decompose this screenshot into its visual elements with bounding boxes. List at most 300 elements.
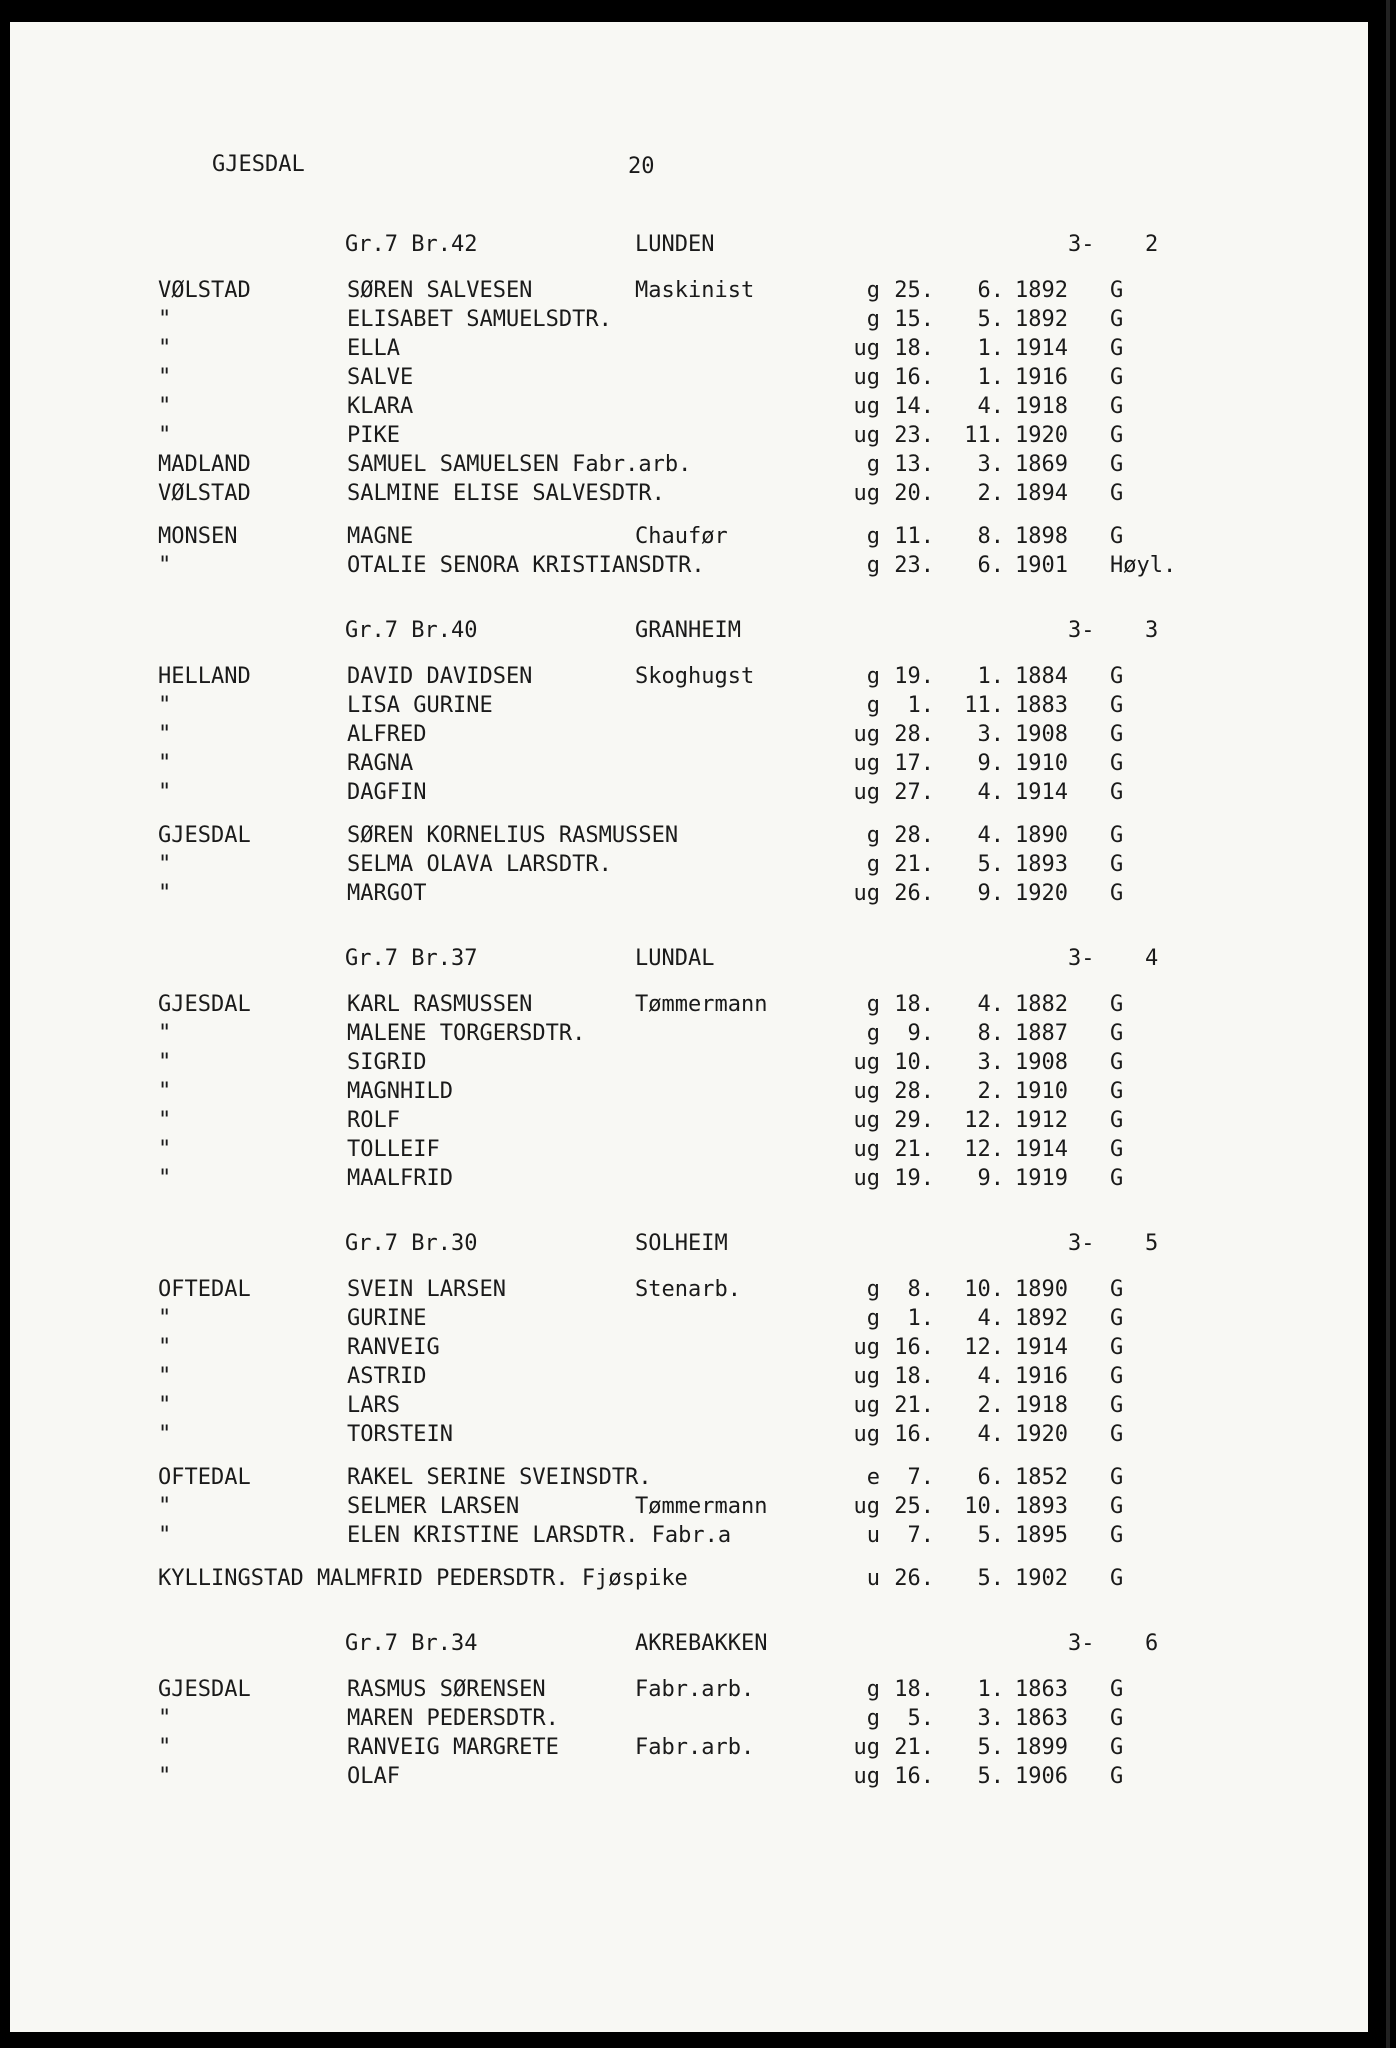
birth-year: 1887 (1015, 1021, 1068, 1046)
occupation: Tømmermann (635, 1494, 768, 1519)
residence-place: " (158, 553, 172, 578)
marital-status: g (866, 693, 880, 718)
birth-day: 20. (894, 481, 934, 506)
birth-month: 12. (964, 1335, 1004, 1360)
household (10, 524, 1368, 582)
marital-status: g (866, 278, 880, 303)
residence-place: " (158, 1494, 172, 1519)
birthplace-code: G (1110, 693, 1124, 718)
birth-month: 1. (977, 365, 1004, 390)
birth-month: 9. (977, 881, 1004, 906)
birth-month: 1. (977, 336, 1004, 361)
birth-year: 1916 (1015, 1364, 1068, 1389)
person-row (10, 1108, 1368, 1137)
residence-place: " (158, 1364, 172, 1389)
birthplace-code: G (1110, 1706, 1124, 1731)
birth-month: 9. (977, 1166, 1004, 1191)
person-row (10, 823, 1368, 852)
birth-day: 9. (907, 1021, 934, 1046)
paper-sheet (10, 22, 1368, 2032)
birth-month: 5. (977, 1566, 1004, 1591)
birth-day: 18. (894, 992, 934, 1017)
birth-month: 6. (977, 1465, 1004, 1490)
household-code: 3- (1068, 618, 1095, 643)
birth-month: 4. (977, 823, 1004, 848)
residence-place: GJESDAL (158, 992, 251, 1017)
person-row (10, 722, 1368, 751)
birthplace-code: G (1110, 1166, 1124, 1191)
person-row (10, 336, 1368, 365)
birth-day: 17. (894, 751, 934, 776)
section-spacer (10, 1793, 1368, 1809)
household-number: 5 (1145, 1231, 1159, 1256)
birth-day: 7. (907, 1523, 934, 1548)
birthplace-code: G (1110, 365, 1124, 390)
marital-status: g (866, 1277, 880, 1302)
person-row (10, 1021, 1368, 1050)
residence-place: " (158, 1137, 172, 1162)
person-name: OTALIE SENORA KRISTIANSDTR. (347, 553, 705, 578)
person-row (10, 452, 1368, 481)
residence-place: OFTEDAL (158, 1277, 251, 1302)
birth-day: 16. (894, 1335, 934, 1360)
person-row (10, 553, 1368, 582)
birthplace-code: G (1110, 1465, 1124, 1490)
residence-place: " (158, 394, 172, 419)
person-row (10, 365, 1368, 394)
residence-place: KYLLINGSTAD MALMFRID PEDERSDTR. Fjøspike (158, 1566, 688, 1591)
birth-day: 18. (894, 1677, 934, 1702)
household (10, 1566, 1368, 1595)
birthplace-code: G (1110, 1735, 1124, 1760)
residence-place: " (158, 1021, 172, 1046)
residence-place: " (158, 1166, 172, 1191)
person-row (10, 1277, 1368, 1306)
marital-status: e (866, 1465, 880, 1490)
marital-status: ug (853, 1166, 880, 1191)
farm-section (10, 212, 1368, 598)
person-row (10, 881, 1368, 910)
person-name: SELMA OLAVA LARSDTR. (347, 852, 612, 877)
birthplace-code: G (1110, 992, 1124, 1017)
birthplace-code: G (1110, 524, 1124, 549)
birth-year: 1892 (1015, 307, 1068, 332)
marital-status: ug (853, 1735, 880, 1760)
birthplace-code: G (1110, 852, 1124, 877)
person-row (10, 664, 1368, 693)
residence-place: " (158, 336, 172, 361)
birthplace-code: G (1110, 1422, 1124, 1447)
marital-status: g (866, 992, 880, 1017)
person-row (10, 278, 1368, 307)
marital-status: ug (853, 780, 880, 805)
household (10, 1677, 1368, 1793)
birth-month: 3. (977, 1050, 1004, 1075)
birthplace-code: G (1110, 307, 1124, 332)
occupation: Stenarb. (635, 1277, 741, 1302)
marital-status: g (866, 1706, 880, 1731)
birth-month: 5. (977, 852, 1004, 877)
person-row (10, 992, 1368, 1021)
birth-day: 25. (894, 278, 934, 303)
person-row (10, 1566, 1368, 1595)
marital-status: ug (853, 1079, 880, 1104)
person-row (10, 1422, 1368, 1451)
birth-year: 1893 (1015, 1494, 1068, 1519)
birthplace-code: G (1110, 823, 1124, 848)
birth-month: 5. (977, 307, 1004, 332)
birth-year: 1912 (1015, 1108, 1068, 1133)
birth-year: 1890 (1015, 823, 1068, 848)
marital-status: ug (853, 751, 880, 776)
farm-header (10, 926, 1368, 978)
birth-month: 12. (964, 1108, 1004, 1133)
residence-place: GJESDAL (158, 1677, 251, 1702)
person-name: RAGNA (347, 751, 414, 776)
birth-month: 3. (977, 452, 1004, 477)
birth-year: 1918 (1015, 1393, 1068, 1418)
person-name: SALMINE ELISE SALVESDTR. (347, 481, 665, 506)
birth-year: 1906 (1015, 1764, 1068, 1789)
birth-month: 4. (977, 1364, 1004, 1389)
residence-place: MONSEN (158, 524, 238, 549)
birth-day: 1. (907, 693, 934, 718)
birth-month: 4. (977, 992, 1004, 1017)
birthplace-code: G (1110, 1335, 1124, 1360)
person-name: DAVID DAVIDSEN (347, 664, 533, 689)
birthplace-code: G (1110, 1306, 1124, 1331)
residence-place: " (158, 1079, 172, 1104)
marital-status: ug (853, 1393, 880, 1418)
birth-year: 1901 (1015, 553, 1068, 578)
birth-month: 3. (977, 1706, 1004, 1731)
birthplace-code: G (1110, 336, 1124, 361)
birth-month: 3. (977, 722, 1004, 747)
person-name: SALVE (347, 365, 414, 390)
residence-place: VØLSTAD (158, 278, 251, 303)
birthplace-code: G (1110, 1364, 1124, 1389)
residence-place: " (158, 365, 172, 390)
birth-day: 23. (894, 553, 934, 578)
marital-status: g (866, 524, 880, 549)
residence-place: VØLSTAD (158, 481, 251, 506)
birth-month: 8. (977, 524, 1004, 549)
person-name: ALFRED (347, 722, 427, 747)
birth-day: 28. (894, 1079, 934, 1104)
marital-status: g (866, 1306, 880, 1331)
residence-place: " (158, 1422, 172, 1447)
person-name: TOLLEIF (347, 1137, 440, 1162)
birthplace-code: G (1110, 1677, 1124, 1702)
marital-status: g (866, 1021, 880, 1046)
person-name: KARL RASMUSSEN (347, 992, 533, 1017)
birthplace-code: G (1110, 780, 1124, 805)
household (10, 664, 1368, 809)
birth-month: 4. (977, 1306, 1004, 1331)
farm-name: SOLHEIM (635, 1231, 728, 1256)
birth-day: 14. (894, 394, 934, 419)
residence-place: " (158, 1306, 172, 1331)
person-name: SVEIN LARSEN (347, 1277, 506, 1302)
residence-place: " (158, 1108, 172, 1133)
occupation: Chaufør (635, 524, 728, 549)
residence-place: " (158, 722, 172, 747)
marital-status: ug (853, 1364, 880, 1389)
person-row (10, 1137, 1368, 1166)
person-name: SØREN KORNELIUS RASMUSSEN (347, 823, 679, 848)
person-name: RANVEIG MARGRETE (347, 1735, 559, 1760)
page-number: 20 (628, 154, 655, 179)
birth-day: 26. (894, 881, 934, 906)
page-header (10, 22, 1368, 179)
birthplace-code: G (1110, 481, 1124, 506)
farm-section (10, 598, 1368, 926)
person-row (10, 1523, 1368, 1552)
person-name: KLARA (347, 394, 414, 419)
birth-day: 23. (894, 423, 934, 448)
person-row (10, 307, 1368, 336)
birthplace-code: G (1110, 452, 1124, 477)
person-name: TORSTEIN (347, 1422, 453, 1447)
residence-place: " (158, 1335, 172, 1360)
person-row (10, 1364, 1368, 1393)
marital-status: ug (853, 336, 880, 361)
birth-year: 1920 (1015, 1422, 1068, 1447)
household-number: 6 (1145, 1631, 1159, 1656)
birth-year: 1890 (1015, 1277, 1068, 1302)
person-row (10, 394, 1368, 423)
occupation: Tømmermann (635, 992, 768, 1017)
marital-status: ug (853, 1422, 880, 1447)
person-row (10, 1050, 1368, 1079)
household-number: 2 (1145, 232, 1159, 257)
birthplace-code: G (1110, 1393, 1124, 1418)
farm-header (10, 212, 1368, 264)
occupation: Fabr.arb. (635, 1677, 755, 1702)
marital-status: ug (853, 1137, 880, 1162)
birth-month: 4. (977, 1422, 1004, 1447)
birth-month: 11. (964, 693, 1004, 718)
birth-year: 1916 (1015, 365, 1068, 390)
birthplace-code: G (1110, 394, 1124, 419)
birth-year: 1914 (1015, 1335, 1068, 1360)
birth-month: 6. (977, 278, 1004, 303)
birth-year: 1894 (1015, 481, 1068, 506)
birth-day: 21. (894, 1735, 934, 1760)
page-title: GJESDAL (212, 152, 305, 177)
marital-status: ug (853, 481, 880, 506)
marital-status: g (866, 307, 880, 332)
household (10, 992, 1368, 1195)
birth-day: 28. (894, 722, 934, 747)
person-name: SØREN SALVESEN (347, 278, 533, 303)
person-name: RASMUS SØRENSEN (347, 1677, 546, 1702)
person-row (10, 1677, 1368, 1706)
marital-status: ug (853, 1764, 880, 1789)
birth-day: 7. (907, 1465, 934, 1490)
person-row (10, 1764, 1368, 1793)
birth-year: 1920 (1015, 423, 1068, 448)
birth-year: 1908 (1015, 1050, 1068, 1075)
person-name: MAGNHILD (347, 1079, 453, 1104)
person-row (10, 1335, 1368, 1364)
person-name: ELLA (347, 336, 400, 361)
birth-month: 5. (977, 1764, 1004, 1789)
person-row (10, 423, 1368, 452)
birth-month: 10. (964, 1277, 1004, 1302)
birth-year: 1902 (1015, 1566, 1068, 1591)
census-listing (10, 212, 1368, 1809)
section-spacer (10, 1195, 1368, 1211)
birth-day: 26. (894, 1566, 934, 1591)
person-name: OLAF (347, 1764, 400, 1789)
person-row (10, 481, 1368, 510)
birth-day: 16. (894, 365, 934, 390)
section-spacer (10, 1595, 1368, 1611)
person-row (10, 751, 1368, 780)
occupation: Fabr.arb. (635, 1735, 755, 1760)
residence-place: " (158, 852, 172, 877)
marital-status: u (866, 1566, 880, 1591)
birth-year: 1892 (1015, 1306, 1068, 1331)
residence-place: " (158, 1523, 172, 1548)
farm-section (10, 1211, 1368, 1611)
marital-status: ug (853, 394, 880, 419)
birth-year: 1920 (1015, 881, 1068, 906)
residence-place: " (158, 307, 172, 332)
residence-place: " (158, 1735, 172, 1760)
person-name: SELMER LARSEN (347, 1494, 520, 1519)
birth-month: 2. (977, 1079, 1004, 1104)
birth-year: 1882 (1015, 992, 1068, 1017)
birth-month: 12. (964, 1137, 1004, 1162)
birth-year: 1914 (1015, 336, 1068, 361)
marital-status: g (866, 553, 880, 578)
birth-year: 1898 (1015, 524, 1068, 549)
birthplace-code: G (1110, 278, 1124, 303)
residence-place: " (158, 881, 172, 906)
marital-status: g (866, 452, 880, 477)
birth-year: 1884 (1015, 664, 1068, 689)
person-row (10, 1393, 1368, 1422)
birth-day: 18. (894, 1364, 934, 1389)
birth-month: 5. (977, 1523, 1004, 1548)
birth-day: 21. (894, 1137, 934, 1162)
person-name: GURINE (347, 1306, 427, 1331)
farm-reference: Gr.7 Br.30 (345, 1231, 478, 1256)
birth-day: 21. (894, 1393, 934, 1418)
birth-day: 21. (894, 852, 934, 877)
person-name: LISA GURINE (347, 693, 493, 718)
birth-month: 11. (964, 423, 1004, 448)
birth-year: 1893 (1015, 852, 1068, 877)
farm-name: LUNDAL (635, 946, 715, 971)
marital-status: g (866, 664, 880, 689)
birthplace-code: G (1110, 1764, 1124, 1789)
marital-status: g (866, 852, 880, 877)
household (10, 823, 1368, 910)
birth-year: 1899 (1015, 1735, 1068, 1760)
birth-year: 1892 (1015, 278, 1068, 303)
person-name: SAMUEL SAMUELSEN Fabr.arb. (347, 452, 692, 477)
marital-status: ug (853, 1108, 880, 1133)
birthplace-code: G (1110, 1079, 1124, 1104)
birth-day: 28. (894, 823, 934, 848)
birthplace-code: G (1110, 881, 1124, 906)
birth-year: 1863 (1015, 1677, 1068, 1702)
residence-place: GJESDAL (158, 823, 251, 848)
birth-year: 1863 (1015, 1706, 1068, 1731)
birth-month: 6. (977, 553, 1004, 578)
birth-day: 19. (894, 664, 934, 689)
residence-place: OFTEDAL (158, 1465, 251, 1490)
birth-year: 1908 (1015, 722, 1068, 747)
birth-year: 1910 (1015, 1079, 1068, 1104)
birth-day: 10. (894, 1050, 934, 1075)
residence-place: " (158, 1706, 172, 1731)
birthplace-code: G (1110, 1021, 1124, 1046)
household-code: 3- (1068, 1631, 1095, 1656)
occupation: Maskinist (635, 278, 755, 303)
birth-year: 1914 (1015, 780, 1068, 805)
birth-day: 11. (894, 524, 934, 549)
residence-place: " (158, 423, 172, 448)
residence-place: " (158, 780, 172, 805)
person-name: PIKE (347, 423, 400, 448)
residence-place: " (158, 1393, 172, 1418)
farm-name: GRANHEIM (635, 618, 741, 643)
birth-day: 13. (894, 452, 934, 477)
birth-month: 4. (977, 394, 1004, 419)
birth-year: 1852 (1015, 1465, 1068, 1490)
person-name: MAGNE (347, 524, 414, 549)
birth-month: 10. (964, 1494, 1004, 1519)
birth-year: 1914 (1015, 1137, 1068, 1162)
birth-day: 18. (894, 336, 934, 361)
person-name: MAALFRID (347, 1166, 453, 1191)
person-row (10, 524, 1368, 553)
birth-day: 5. (907, 1706, 934, 1731)
birth-month: 8. (977, 1021, 1004, 1046)
birth-year: 1883 (1015, 693, 1068, 718)
person-name: MAREN PEDERSDTR. (347, 1706, 559, 1731)
household-code: 3- (1068, 232, 1095, 257)
person-row (10, 1306, 1368, 1335)
birthplace-code: G (1110, 1137, 1124, 1162)
household-number: 4 (1145, 946, 1159, 971)
farm-section (10, 926, 1368, 1211)
person-row (10, 1465, 1368, 1494)
birth-day: 19. (894, 1166, 934, 1191)
section-spacer (10, 910, 1368, 926)
person-name: RANVEIG (347, 1335, 440, 1360)
birth-year: 1919 (1015, 1166, 1068, 1191)
person-row (10, 780, 1368, 809)
farm-reference: Gr.7 Br.37 (345, 946, 478, 971)
marital-status: ug (853, 1494, 880, 1519)
person-name: DAGFIN (347, 780, 427, 805)
marital-status: u (866, 1523, 880, 1548)
birth-day: 16. (894, 1422, 934, 1447)
birthplace-code: G (1110, 1050, 1124, 1075)
birthplace-code: G (1110, 722, 1124, 747)
household (10, 278, 1368, 510)
person-name: RAKEL SERINE SVEINSDTR. (347, 1465, 652, 1490)
farm-reference: Gr.7 Br.40 (345, 618, 478, 643)
birth-month: 2. (977, 1393, 1004, 1418)
birthplace-code: G (1110, 1523, 1124, 1548)
person-name: LARS (347, 1393, 400, 1418)
